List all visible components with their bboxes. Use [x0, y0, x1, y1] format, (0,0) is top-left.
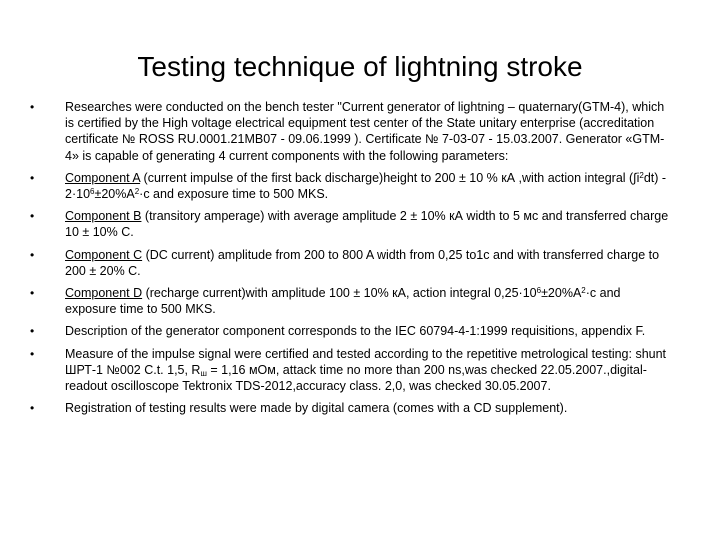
measurement-text-2: = 1,16 мОм, attack time no more than 200 ns,was checked 22.05.2007.,digital-readout oscilloscope Tektronix TDS-2012,accuracy class. 2,0, was checked 30.05.2007.	[65, 362, 647, 394]
component-a-text-3: ±20%А	[94, 187, 135, 202]
bullet-item-component-d	[30, 285, 670, 317]
component-a-sup-3: 2	[134, 187, 140, 197]
bullet-text: Registration of testing results were made by digital camera (comes with a CD supplement).	[65, 401, 568, 416]
bullet-list	[30, 99, 670, 422]
component-a-text-2: dt) - 2·10	[65, 170, 667, 202]
bullet-item-registration	[30, 400, 670, 416]
bullet-item-component-b	[30, 208, 670, 240]
measurement-sub-1: ш	[200, 368, 207, 378]
measurement-text-1: Measure of the impulse signal were certified and tested according to the repetitive metrological testing: shunt ШРТ-1 №002 C.t. 1,5, R	[65, 346, 667, 377]
component-a-text-1: (current impulse of the first back discharge)height to 200 ± 10 % кА ,with action integral (∫i	[140, 170, 640, 185]
component-d-sup-2: 2	[581, 286, 586, 296]
bullet-text: Description of the generator component corresponds to the IEC 60794-4-1:1999 requisitions, appendix F.	[65, 324, 646, 339]
component-c-text: (DC current) amplitude from 200 to 800 A width from 0,25 to1с and with transferred charge to 200 ± 20% C.	[65, 247, 660, 278]
slide-title: Testing technique of lightning stroke	[137, 51, 583, 82]
component-d-label: Component D	[65, 286, 143, 301]
component-a-sup-1: 2	[639, 170, 644, 180]
bullet-text: Researches were conducted on the bench tester "Current generator of lightning – quaternary(GTM-4), which is certified by the High voltage electrical equipment test center of the State unitary enterprise (accreditation certificate № ROSS RU.0001.21MB07 - 09.06.1999 ). Certificate № 7-03-07 - 15.03.2007. Generator «GTM-4» is capable of generating 4 current components with the following parameters:	[65, 100, 665, 163]
component-a-label: Component A	[65, 170, 141, 185]
component-b-label: Component B	[65, 209, 142, 224]
component-d-text-1: (recharge current)with amplitude 100 ± 10% кА, action integral 0,25·10	[142, 286, 537, 301]
bullet-item-component-c	[30, 247, 670, 279]
bullet-item-measurement	[30, 346, 670, 395]
component-d-text-2: ±20%А	[541, 286, 582, 301]
component-b-text: (transitory amperage) with average amplitude 2 ± 10% кА width to 5 мс and transferred charge 10 ± 10% C.	[65, 209, 669, 240]
component-c-label: Component C	[65, 247, 143, 262]
component-a-sup-2: 6	[90, 187, 95, 197]
component-d-sup-1: 6	[536, 286, 542, 296]
component-d-text-3: ·с and exposure time to 500 MKS.	[65, 286, 621, 317]
bullet-item-component-a	[30, 170, 670, 202]
component-a-text-4: ·с and exposure time to 500 MKS.	[139, 187, 329, 202]
bullet-item-research	[30, 99, 670, 164]
bullet-item-iec-description	[30, 323, 670, 339]
